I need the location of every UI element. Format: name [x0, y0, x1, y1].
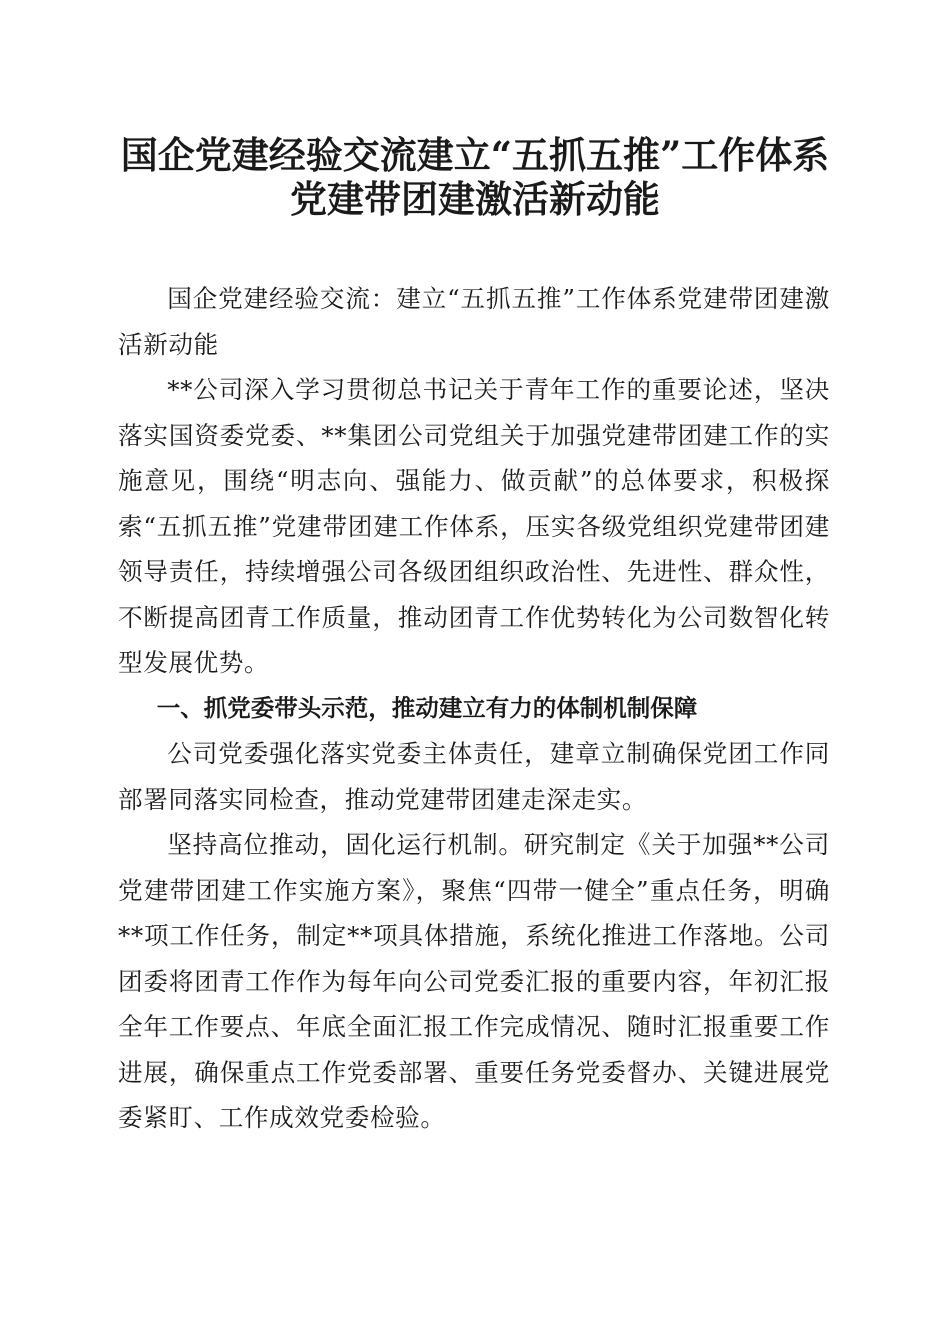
overview-paragraph: **公司深入学习贯彻总书记关于青年工作的重要论述，坚决落实国资委党委、**集团公司党组关于加强党建带团建工作的实施意见，围绕“明志向、强能力、做贡献”的总体要求，积极探索“五抓五推”党建带团建工作体系，压实各级党组织党建带团建领导责任，持续增强公司各级团组织政治性、先进性、群众性，不断提高团青工作质量，推动团青工作优势转化为公司数智化转型发展优势。	[118, 375, 830, 677]
section-paragraph: 公司党委强化落实党委主体责任，建章立制确保党团工作同部署同落实同检查，推动党建带团建走深走实。	[118, 739, 830, 814]
intro-paragraph: 国企党建经验交流：建立“五抓五推”工作体系党建带团建激活新动能	[118, 284, 830, 359]
title-line-1: 国企党建经验交流建立“五抓五推”工作体系	[120, 133, 830, 177]
section-heading: 一、抓党委带头示范，推动建立有力的体制机制保障	[156, 693, 698, 722]
section-paragraph: 坚持高位推动，固化运行机制。研究制定《关于加强**公司党建带团建工作实施方案》，聚焦“四带一健全”重点任务，明确**项工作任务，制定**项具体措施，系统化推进工作落地。公司团委将团青工作作为每年向公司党委汇报的重要内容，年初汇报全年工作要点、年底全面汇报工作完成情况、随时汇报重要工作进展，确保重点工作党委部署、重要任务党委督办、关键进展党委紧盯、工作成效党委检验。	[118, 830, 830, 1132]
title-line-2: 党建带团建激活新动能	[290, 177, 660, 221]
document-title	[80, 133, 870, 221]
document-body	[118, 276, 830, 1141]
